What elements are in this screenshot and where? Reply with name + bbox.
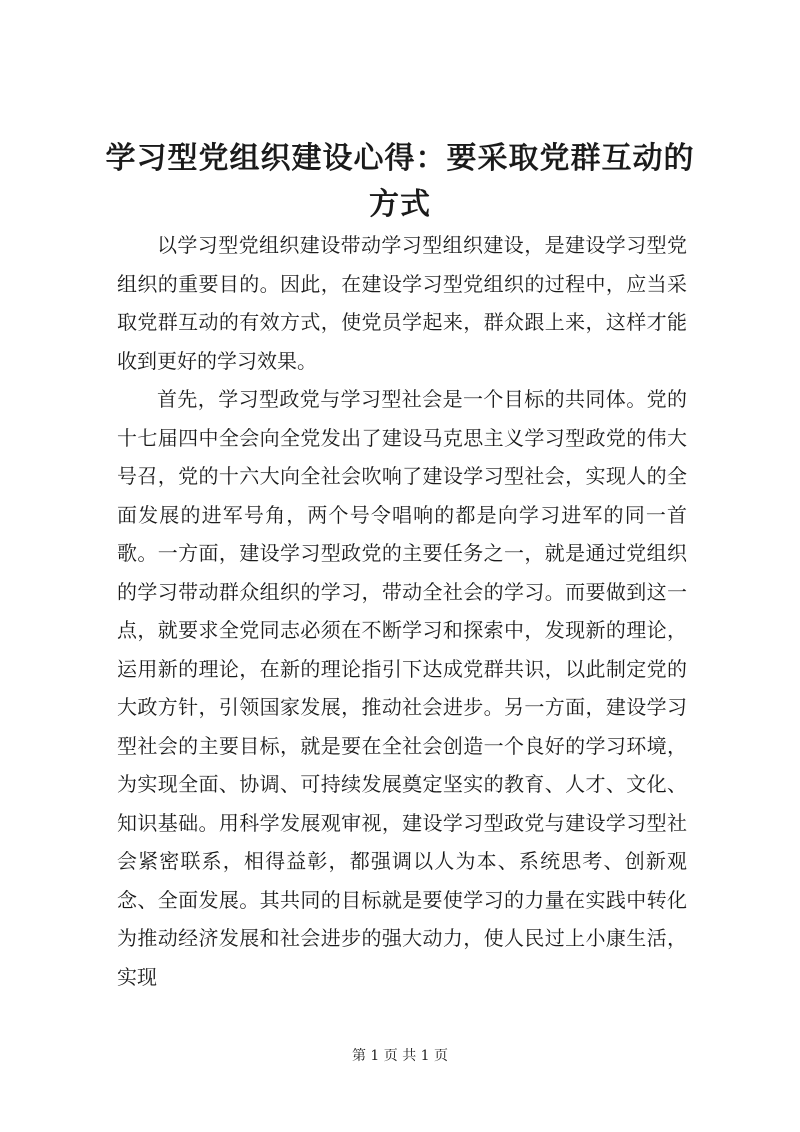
paragraph-first-point: 首先，学习型政党与学习型社会是一个目标的共同体。党的十七届四中全会向全党发出了建设马克思主义学习型政党的伟大号召，党的十六大向全社会吹响了建设学习型社会，实现人的全面发展的进军号角，两个号令唱响的都是向学习进军的同一首歌。一方面，建设学习型政党的主要任务之一，就是通过党组织的学习带动群众组织的学习，带动全社会的学习。而要做到这一点，就要求全党同志必须在不断学习和探索中，发现新的理论，运用新的理论，在新的理论指引下达成党群共识，以此制定党的大政方针，引领国家发展，推动社会进步。另一方面，建设学习型社会的主要目标，就是要在全社会创造一个良好的学习环境，为实现全面、协调、可持续发展奠定坚实的教育、人才、文化、知识基础。用科学发展观审视，建设学习型政党与建设学习型社会紧密联系，相得益彰，都强调以人为本、系统思考、创新观念、全面发展。其共同的目标就是要使学习的力量在实践中转化为推动经济发展和社会进步的强大动力，使人民过上小康生活，实现 (117, 387, 687, 989)
page-footer: 第 1 页 共 1 页 (351, 1048, 449, 1064)
document-body (117, 226, 687, 996)
paragraph-intro: 以学习型党组织建设带动学习型组织建设，是建设学习型党组织的重要目的。因此，在建设学习型党组织的过程中，应当采取党群互动的有效方式，使党员学起来，群众跟上来，这样才能收到更好的学习效果。 (117, 233, 687, 373)
document-title: 学习型党组织建设心得：要采取党群互动的方式 (105, 141, 695, 222)
